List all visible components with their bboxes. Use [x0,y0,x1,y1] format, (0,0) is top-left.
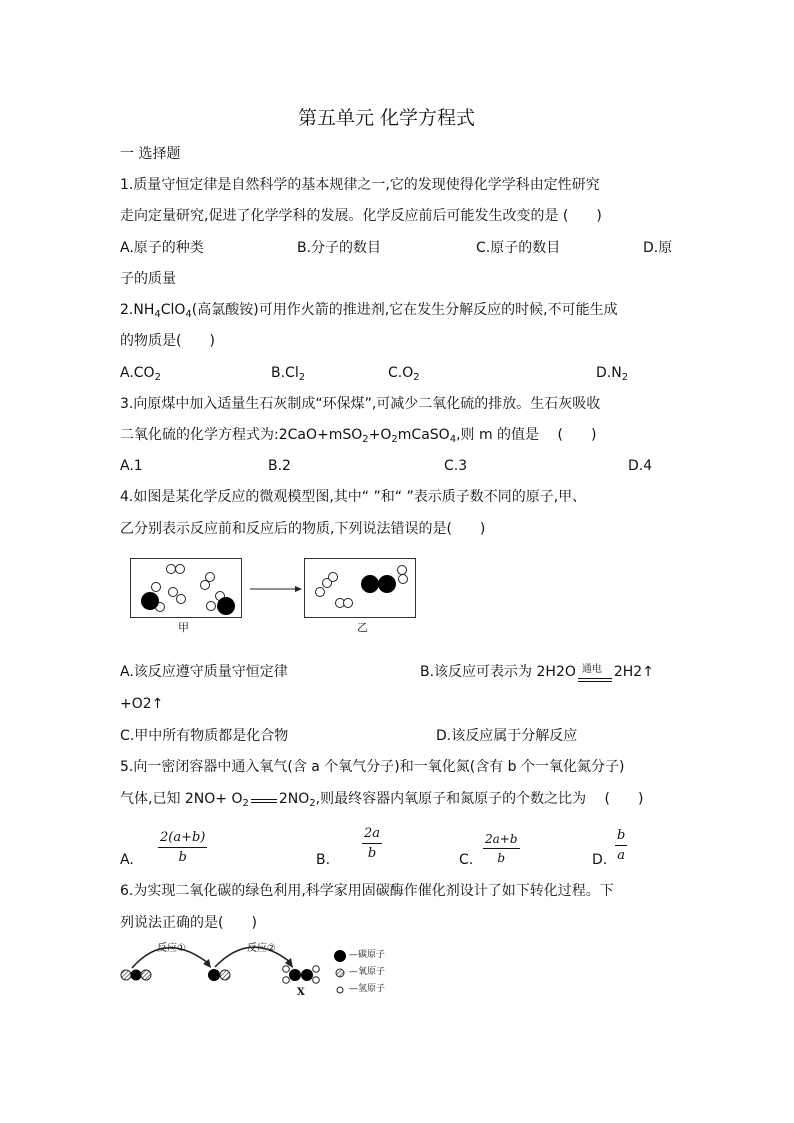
carbon-atom [301,969,313,981]
q5-fraction-d: $\frac{b}{a}$ [617,828,626,863]
q5-option-d: D. [592,852,608,868]
q6-line1: 6.为实现二氧化碳的绿色利用,科学家用固碳酶作催化剂设计了如下转化过程。下 [120,883,614,899]
q1-option-d-cont: 子的质量 [120,271,176,287]
q2-line1: $2.NH_4ClO_4$(高氯酸铵)可用作火箭的推进剂,它在发生分解反应的时候,不可能生成 [120,302,618,320]
legend-hydrogen-label: —氢原子 [349,984,386,994]
q2-option-d: $D.N_2$ [596,365,629,383]
oxygen-atom [141,970,151,980]
hydrogen-atom [313,966,320,973]
q3-option-c: C.3 [444,458,468,474]
carbon-atom [131,970,142,981]
q1-line2: 走向定量研究,促进了化学学科的发展。化学反应前后可能发生改变的是 ( ) [120,208,602,224]
q5-fraction-a: $\frac{2(a+b)}{b}$ [160,830,206,865]
label-yi: 乙 [357,621,368,634]
carbon-atom [289,969,301,981]
q5-option-c: C. [459,852,474,868]
q5-option-a: A. [120,852,134,868]
q3-line1: 3.向原煤中加入适量生石灰制成“环保煤”,可减少二氧化硫的排放。生石灰吸收 [120,396,601,412]
electrolysis-condition: 通电 [581,664,602,675]
q1-option-d: D.原 [643,240,673,256]
q4-option-d: D.该反应属于分解反应 [436,728,578,744]
legend-carbon-icon [334,950,346,962]
label-jia: 甲 [178,621,189,634]
q1-option-a: A.原子的种类 [120,240,204,256]
x-label: X [297,987,305,998]
reaction-2-label: 反应② [247,943,276,954]
q1-option-c: C.原子的数目 [476,240,561,256]
q4-option-b: B.该反应可表示为 2H2O 通电 2H2↑ [420,664,654,680]
q2-option-b: $B.Cl_2$ [271,365,306,383]
page-title: 第五单元 化学方程式 [298,107,476,129]
q3-option-a: A.1 [120,458,143,474]
reaction-1-label: 反应① [157,943,186,954]
q1-option-b: B.分子的数目 [297,240,382,256]
q5-option-b: B. [316,852,331,868]
carbon-atom [208,969,220,981]
q2-line2: 的物质是( ) [120,333,215,349]
q2-option-a: $A.CO_2$ [120,365,161,383]
q5-fraction-b: $\frac{2a}{b}$ [364,826,381,861]
q4-line1: 4.如图是某化学反应的微观模型图,其中“ ”和“ ”表示质子数不同的原子,甲、 [120,489,587,505]
q5-line2: 气体,已知 $2NO+ O_2$ $2NO_2$,则最终容器内氧原子和氮原子的个数之比为 ( ) [120,791,644,809]
hydrogen-atom [313,977,320,984]
q4-line2: 乙分别表示反应前和反应后的物质,下列说法错误的是( ) [120,521,486,537]
hydrogen-atom [283,966,290,973]
hydrogen-atom [283,977,290,984]
q5-line1: 5.向一密闭容器中通入氧气(含 a 个氧气分子)和一氧化氮(含有 b 个一氧化氮分子) [120,759,625,775]
oxygen-atom [121,970,131,980]
q4-option-c: C.甲中所有物质都是化合物 [120,728,289,744]
q3-line2: 二氧化硫的化学方程式为$:2CaO+mSO_2+O_2mCaSO_4$,则 m 的值是 ( ) [120,427,597,445]
legend-carbon-label: —碳原子 [349,950,386,960]
legend-oxygen-icon [336,969,344,977]
q3-option-d: D.4 [628,458,653,474]
q4-option-b-cont: +O2↑ [120,696,164,712]
section-heading: 一 选择题 [120,146,181,162]
legend-hydrogen-icon [337,987,343,993]
q6-line2: 列说法正确的是( ) [120,915,257,931]
legend-oxygen-label: —氧原子 [349,967,386,977]
q2-option-c: $C.O_2$ [388,365,420,383]
q5-fraction-c: $\frac{2a+b}{b}$ [485,832,518,865]
q1-line1: 1.质量守恒定律是自然科学的基本规律之一,它的发现使得化学学科由定性研究 [120,177,600,193]
q4-option-a: A.该反应遵守质量守恒定律 [120,664,288,680]
oxygen-atom [220,970,230,980]
q3-option-b: B.2 [268,458,291,474]
